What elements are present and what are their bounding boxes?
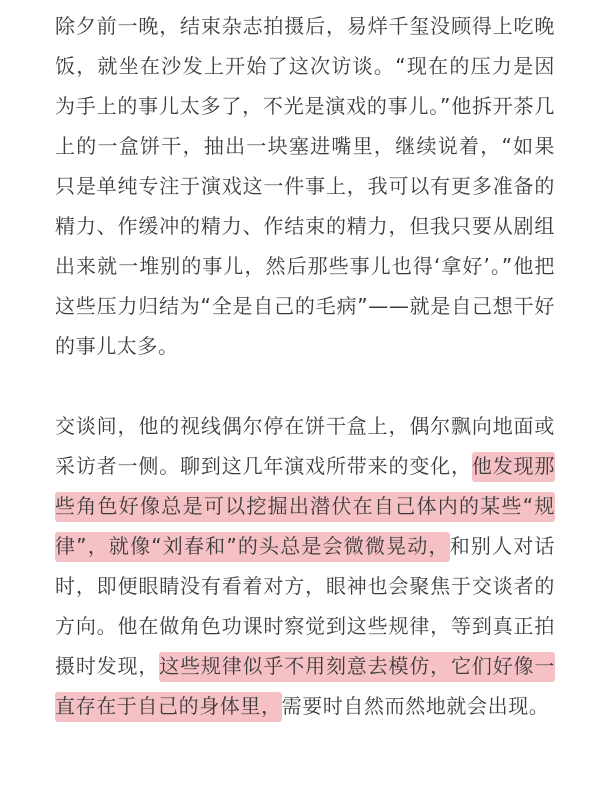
paragraph-2-text-3: 需要时自然而然地就会出现。	[281, 694, 550, 718]
paragraph-2	[55, 406, 555, 726]
paragraph-2-text-1: 交谈间，他的视线偶尔停在饼干盒上，偶尔飘向地面或采访者一侧。聊到这几年演戏所带来的变化，	[55, 414, 555, 478]
paragraph-2-text-2: 和别人对话时，即便眼睛没有看着对方，眼神也会聚焦于交谈者的方向。他在做角色功课时察觉到这些规律，等到真正拍摄时发现，	[55, 534, 556, 678]
highlight-2: 这些规律似乎不用刻意去模仿，它们好像一直存在于自己的身体里，	[55, 652, 555, 722]
article-body	[55, 6, 555, 726]
paragraph-1: 除夕前一晚，结束杂志拍摄后，易烊千玺没顾得上吃晚饭，就坐在沙发上开始了这次访谈。“现在的压力是因为手上的事儿太多了，不光是演戏的事儿。”他拆开茶几上的一盒饼干，抽出一块塞进嘴里，继续说着，“如果只是单纯专注于演戏这一件事上，我可以有更多准备的精力、作缓冲的精力、作结束的精力，但我只要从剧组出来就一堆别的事儿，然后那些事儿也得‘拿好’。”他把这些压力归结为“全是自己的毛病”——就是自己想干好的事儿太多。	[55, 14, 555, 358]
highlight-1: 他发现那些角色好像总是可以挖掘出潜伏在自己体内的某些“规律”，就像“刘春和”的头总是会微微晃动，	[55, 452, 555, 562]
